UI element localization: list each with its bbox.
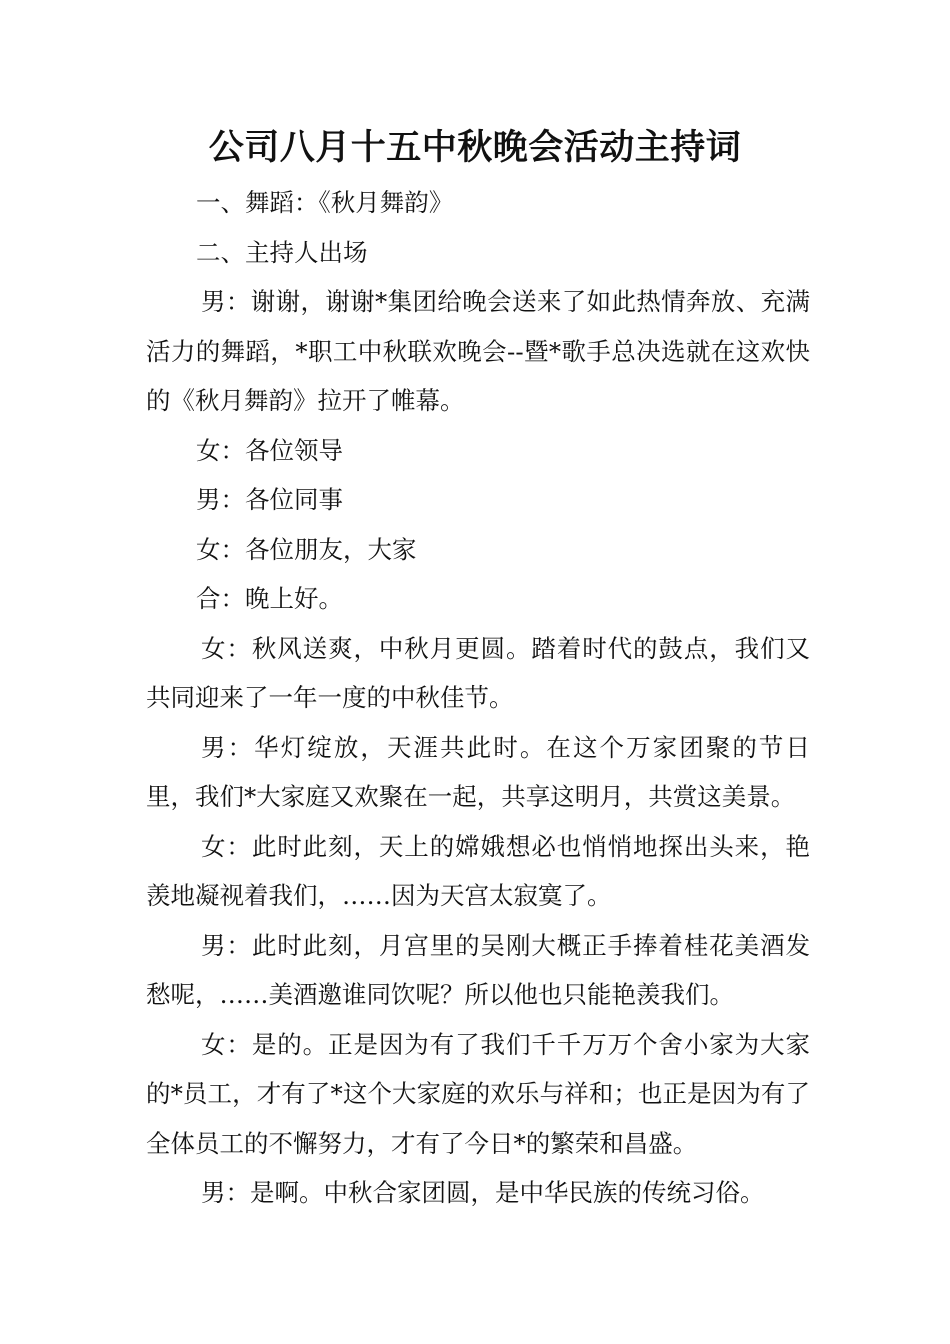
paragraph-program-2: 二、主持人出场 (196, 237, 368, 267)
paragraph-male-5: 男：是啊。中秋合家团圆，是中华民族的传统习俗。 (201, 1178, 765, 1207)
paragraph-together: 合：晚上好。 (196, 584, 343, 613)
paragraph-male-4: 男：此时此刻，月宫里的吴刚大概正手捧着桂花美酒发愁呢，……美酒邀谁同饮呢？所以他也只能艳羡我们。 (146, 930, 810, 1009)
paragraph-female-4: 女：此时此刻，天上的嫦娥想必也悄悄地探出头来，艳羡地凝视着我们，……因为天宫太寂寞了。 (146, 831, 810, 910)
paragraph-female-2: 女：各位朋友，大家 (196, 534, 417, 564)
paragraph-female-3: 女：秋风送爽，中秋月更圆。踏着时代的鼓点，我们又共同迎来了一年一度的中秋佳节。 (146, 633, 810, 712)
paragraph-male-3: 男：华灯绽放，天涯共此时。在这个万家团聚的节日里，我们*大家庭又欢聚在一起，共享这明月，共赏这美景。 (146, 732, 810, 811)
paragraph-male-2: 男：各位同事 (196, 485, 343, 514)
document-title: 公司八月十五中秋晚会活动主持词 (208, 128, 742, 168)
paragraph-male-1: 男：谢谢，谢谢*集团给晚会送来了如此热情奔放、充满活力的舞蹈，*职工中秋联欢晚会--暨*歌手总决选就在这欢快的《秋月舞韵》拉开了帷幕。 (146, 287, 810, 415)
paragraph-program-1: 一、舞蹈：《秋月舞韵》 (196, 188, 454, 217)
paragraph-female-5: 女：是的。正是因为有了我们千千万万个舍小家为大家的*员工，才有了*这个大家庭的欢乐与祥和；也正是因为有了全体员工的不懈努力，才有了今日*的繁荣和昌盛。 (146, 1029, 810, 1158)
paragraph-female-1: 女：各位领导 (196, 435, 343, 465)
document-body (146, 178, 810, 1218)
